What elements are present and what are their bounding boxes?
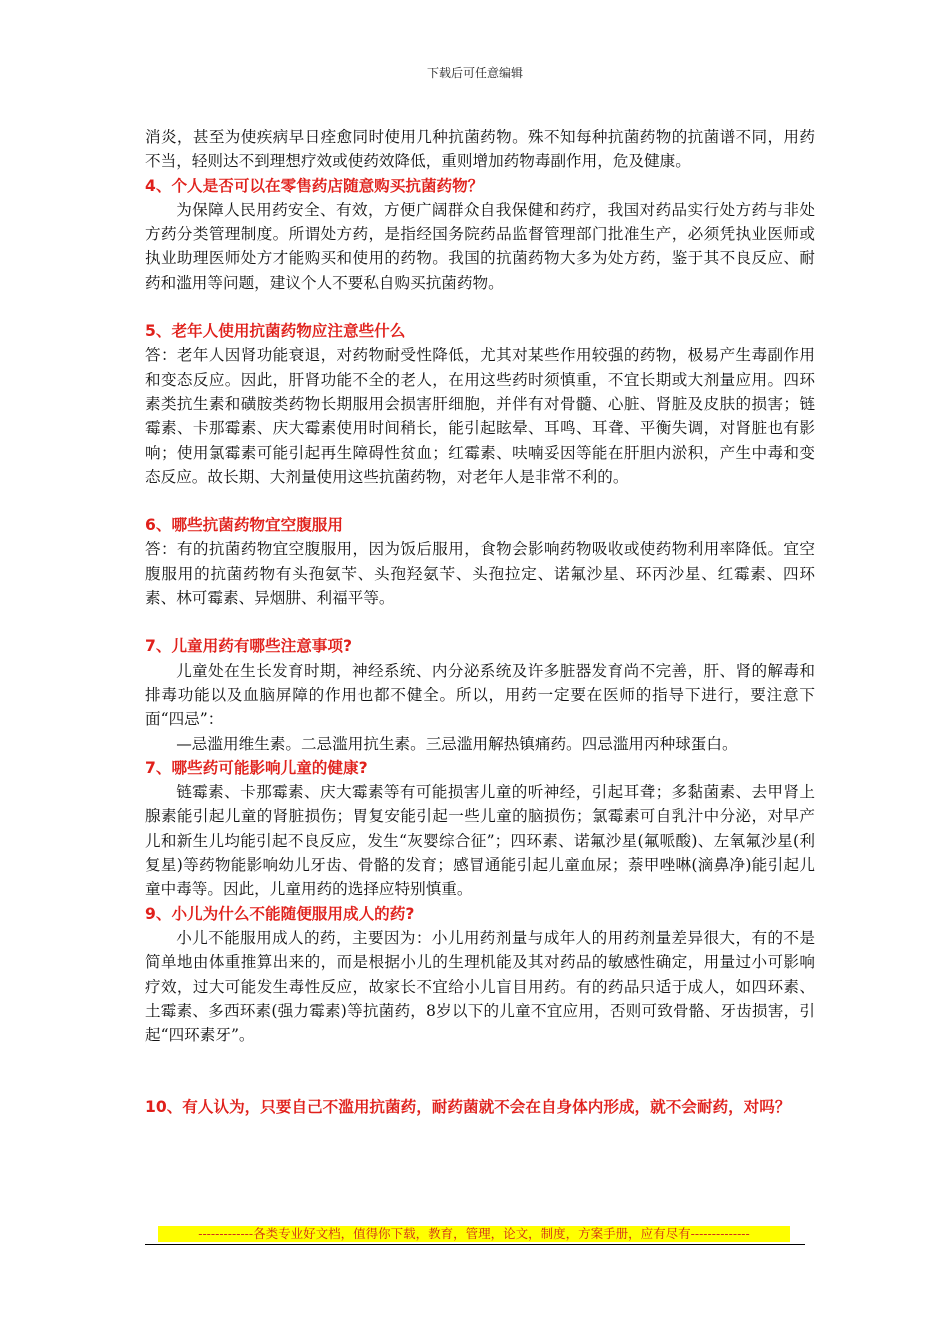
question-7a-answer: 儿童处在生长发育时期，神经系统、内分泌系统及许多脏器发育尚不完善，肝、肾的解毒和排毒功能以及血脑屏障的作用也都不健全。所以，用药一定要在医师的指导下进行，要注意下面“四忌”：	[145, 661, 815, 729]
question-7b-heading: 7、哪些药可能影响儿童的健康?	[145, 758, 368, 777]
question-7a-heading: 7、儿童用药有哪些注意事项?	[145, 637, 353, 656]
spacer	[145, 489, 815, 513]
spacer	[145, 1047, 815, 1095]
question-6-answer: 答：有的抗菌药物宜空腹服用，因为饭后服用，食物会影响药物吸收或使药物利用率降低。宜空腹服用的抗菌药物有头孢氨苄、头孢羟氨苄、头孢拉定、诺氟沙星、环丙沙星、红霉素、四环素、林可霉素、异烟肼、利福平等。	[145, 540, 815, 608]
question-4-answer: 为保障人民用药安全、有效，方便广阔群众自我保健和药疗，我国对药品实行处方药与非处方药分类管理制度。所谓处方药，是指经国务院药品监督管理部门批准生产，必须凭执业医师或执业助理医师处方才能购买和使用的药物。我国的抗菌药物大多为处方药，鉴于其不良反应、耐药和滥用等问题，建议个人不要私自购买抗菌药物。	[145, 200, 815, 292]
footer-banner: -------------各类专业好文档，值得你下载，教育，管理，论文，制度，方案手册，应有尽有--------------	[158, 1226, 790, 1242]
question-4-heading: 4、个人是否可以在零售药店随意购买抗菌药物？	[145, 176, 484, 195]
document-body	[145, 125, 815, 1120]
question-9-heading: 9、小儿为什么不能随便服用成人的药?	[145, 904, 415, 923]
question-5-answer: 答：老年人因肾功能衰退，对药物耐受性降低，尤其对某些作用较强的药物，极易产生毒副作用和变态反应。因此，肝肾功能不全的老人，在用这些药时须慎重，不宜长期或大剂量应用。四环素类抗生素和磺胺类药物长期服用会损害肝细胞，并伴有对骨髓、心脏、肾脏及皮肤的损害；链霉素、卡那霉素、庆大霉素使用时间稍长，能引起眩晕、耳鸣、耳聋、平衡失调，对肾脏也有影响；使用氯霉素可能引起再生障碍性贫血；红霉素、呋喃妥因等能在肝胆内淤积，产生中毒和变态反应。故长期、大剂量使用这些抗菌药物，对老年人是非常不利的。	[145, 346, 815, 486]
question-5-heading: 5、老年人使用抗菌药物应注意些什么	[145, 322, 406, 341]
question-7b-answer: 链霉素、卡那霉素、庆大霉素等有可能损害儿童的听神经，引起耳聋；多黏菌素、去甲肾上腺素能引起儿童的肾脏损伤；胃复安能引起一些儿童的脑损伤；氯霉素可自乳汁中分泌，对早产儿和新生儿均能引起不良反应，发生“灰婴综合征”；四环素、诺氟沙星(氟哌酸)、左氧氟沙星(利复星)等药物能影响幼儿牙齿、骨骼的发育；感冒通能引起儿童血尿；萘甲唑啉(滴鼻净)能引起儿童中毒等。因此，儿童用药的选择应特别慎重。	[145, 783, 815, 899]
question-7a-four-taboos: —忌滥用维生素。二忌滥用抗生素。三忌滥用解热镇痛药。四忌滥用丙种球蛋白。	[176, 734, 738, 753]
page-header: 下载后可任意编辑	[426, 66, 523, 80]
spacer	[145, 295, 815, 319]
footer-divider	[145, 1244, 805, 1245]
question-6-heading: 6、哪些抗菌药物宜空腹服用	[145, 516, 343, 535]
question-10-heading: 10、有人认为，只要自己不滥用抗菌药，耐药菌就不会在自身体内形成，就不会耐药，对吗？	[145, 1098, 791, 1117]
spacer	[145, 610, 815, 634]
question-9-answer: 小儿不能服用成人的药，主要因为：小儿用药剂量与成年人的用药剂量差异很大，有的不是简单地由体重推算出来的，而是根据小儿的生理机能及其对药品的敏感性确定，用量过小可影响疗效，过大可能发生毒性反应，故家长不宜给小儿盲目用药。有的药品只适于成人，如四环素、土霉素、多西环素(强力霉素)等抗菌药，8岁以下的儿童不宜应用，否则可致骨骼、牙齿损害，引起“四环素牙”。	[145, 928, 815, 1045]
intro-paragraph: 消炎，甚至为使疾病早日痊愈同时使用几种抗菌药物。殊不知每种抗菌药物的抗菌谱不同，用药不当，轻则达不到理想疗效或使药效降低，重则增加药物毒副作用，危及健康。	[145, 128, 815, 171]
